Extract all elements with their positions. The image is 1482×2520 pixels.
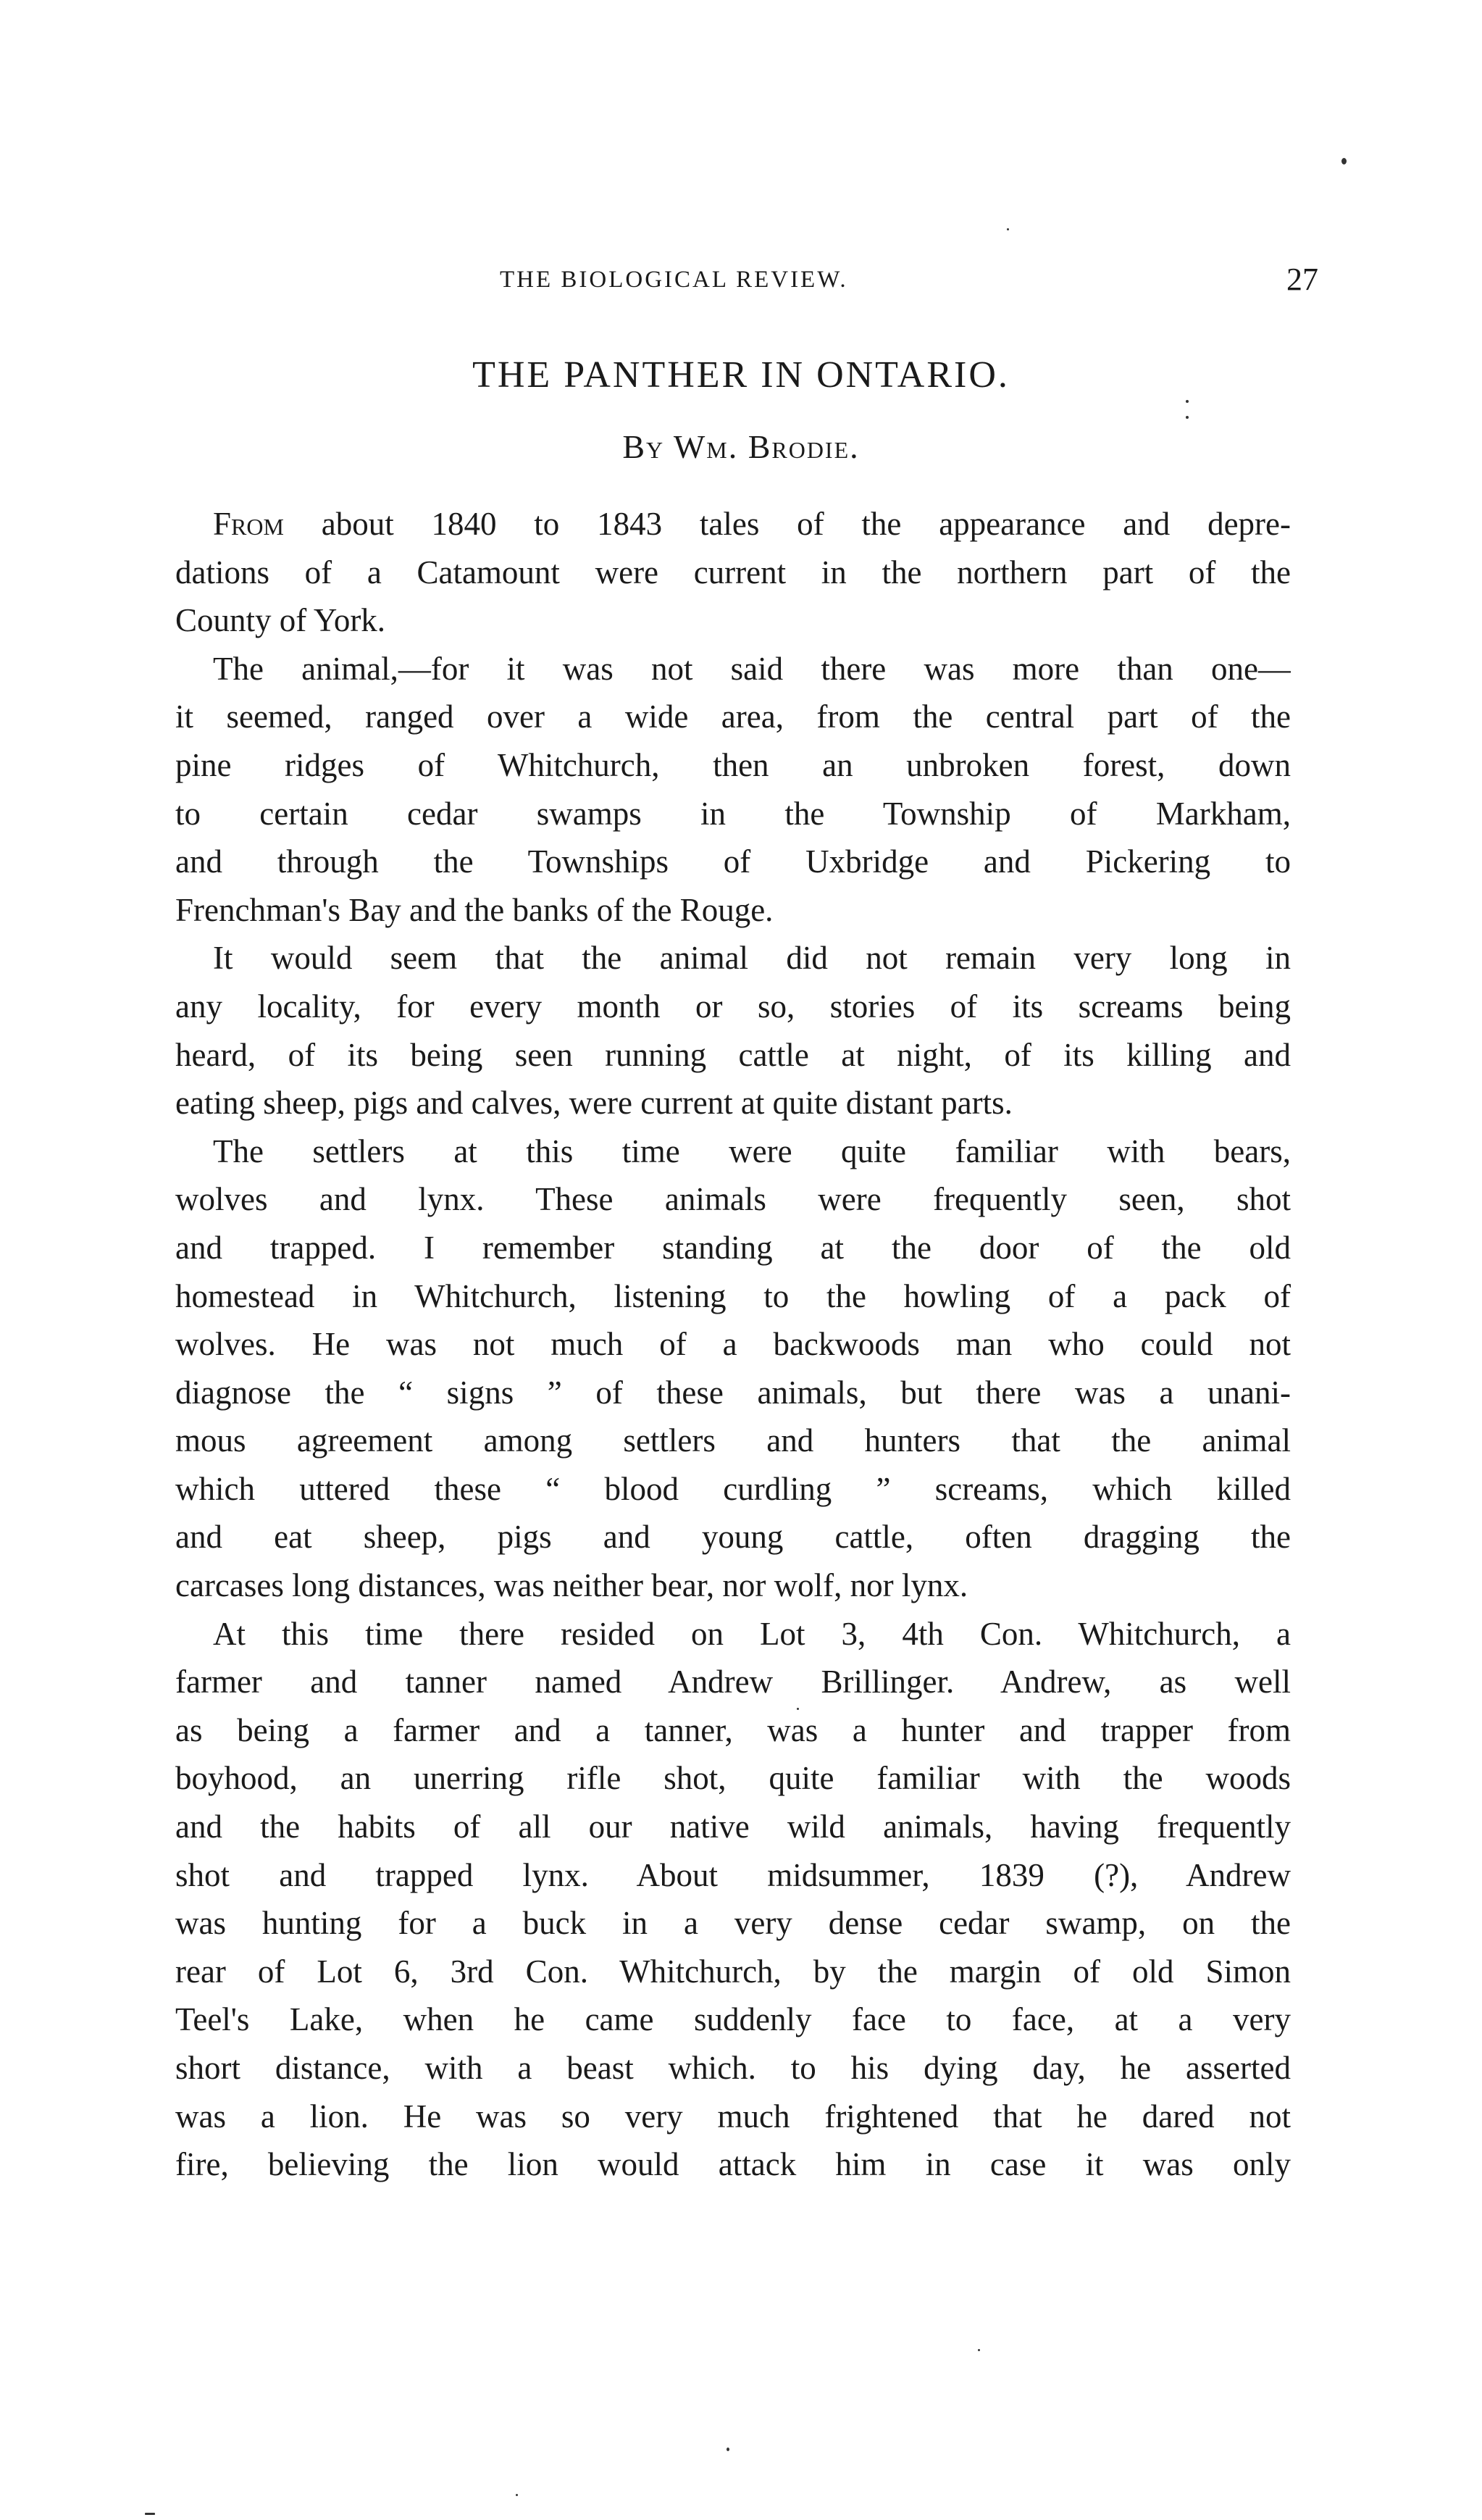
body-line: At this time there resided on Lot 3, 4th Con. Whitchurch, a [213, 1615, 1291, 1652]
body-line: wolves. He was not much of a backwoods man who could not [175, 1326, 1291, 1363]
article-byline [0, 427, 1482, 466]
scan-speck [1186, 416, 1189, 419]
body-line: dations of a Catamount were current in the northern part of the [175, 554, 1291, 591]
body-line: pine ridges of Whitchurch, then an unbroken forest, down [175, 746, 1291, 783]
body-line: farmer and tanner named Andrew Brillinger. Andrew, as well [175, 1664, 1291, 1701]
page-number: 27 [1286, 262, 1318, 297]
body-line: eating sheep, pigs and calves, were current at quite distant parts. [175, 1085, 1013, 1122]
body-line: It would seem that the animal did not remain very long in [213, 940, 1291, 977]
scan-speck [978, 2349, 980, 2351]
body-line: carcases long distances, was neither bear, nor wolf, nor lynx. [175, 1567, 968, 1604]
body-line: and trapped. I remember standing at the door of the old [175, 1229, 1291, 1266]
body-line: and through the Townships of Uxbridge and Pickering to [175, 843, 1291, 880]
body-line: homestead in Whitchurch, listening to the howling of a pack of [175, 1277, 1291, 1314]
scan-speck [1186, 400, 1189, 403]
body-line: fire, believing the lion would attack him in case it was only [175, 2146, 1291, 2183]
scan-speck [797, 1708, 799, 1710]
article-title: THE PANTHER IN ONTARIO. [472, 354, 1010, 396]
body-line: short distance, with a beast which. to his dying day, he asserted [175, 2050, 1291, 2086]
body-line: Frenchman's Bay and the banks of the Rouge. [175, 891, 774, 928]
body-line: as being a farmer and a tanner, was a hunter and trapper from [175, 1711, 1291, 1748]
scan-speck [727, 2448, 729, 2451]
running-head: THE BIOLOGICAL REVIEW. [500, 267, 848, 293]
body-line: wolves and lynx. These animals were frequently seen, shot [175, 1181, 1291, 1218]
body-line: it seemed, ranged over a wide area, from the central part of the [175, 698, 1291, 735]
scan-speck [1341, 158, 1347, 164]
body-line: was hunting for a buck in a very dense cedar swamp, on the [175, 1905, 1291, 1942]
scan-speck [145, 2513, 155, 2515]
body-line: The settlers at this time were quite familiar with bears, [213, 1132, 1291, 1169]
body-line: to certain cedar swamps in the Township of Markham, [175, 795, 1291, 832]
body-line: was a lion. He was so very much frightened that he dared not [175, 2098, 1291, 2135]
body-line: which uttered these “ blood curdling ” screams, which killed [175, 1470, 1291, 1507]
body-line: and the habits of all our native wild animals, having frequently [175, 1808, 1291, 1845]
body-line [175, 500, 1291, 548]
body-line: shot and trapped lynx. About midsummer, 1839 (?), Andrew [175, 1856, 1291, 1893]
body-line: rear of Lot 6, 3rd Con. Whitchurch, by the margin of old Simon [175, 1953, 1291, 1990]
body-line: any locality, for every month or so, stories of its screams being [175, 988, 1291, 1025]
article-body [175, 500, 1291, 2189]
body-line: mous agreement among settlers and hunters that the animal [175, 1422, 1291, 1459]
body-line-text: about 1840 to 1843 tales of the appearance and depre- [283, 506, 1291, 542]
body-line: heard, of its being seen running cattle at night, of its killing and [175, 1036, 1291, 1073]
body-line: diagnose the “ signs ” of these animals, but there was a unani- [175, 1374, 1291, 1411]
scan-speck [516, 2494, 518, 2496]
body-line: County of York. [175, 602, 386, 639]
body-line: boyhood, an unerring rifle shot, quite familiar with the woods [175, 1760, 1291, 1797]
scan-speck [1007, 228, 1009, 230]
lead-word: From [213, 506, 284, 542]
body-line: Teel's Lake, when he came suddenly face to face, at a very [175, 2001, 1291, 2038]
body-line: and eat sheep, pigs and young cattle, often dragging the [175, 1519, 1291, 1556]
body-line: The animal,—for it was not said there was more than one— [213, 650, 1291, 687]
byline-text: By Wm. Brodie. [622, 428, 860, 465]
